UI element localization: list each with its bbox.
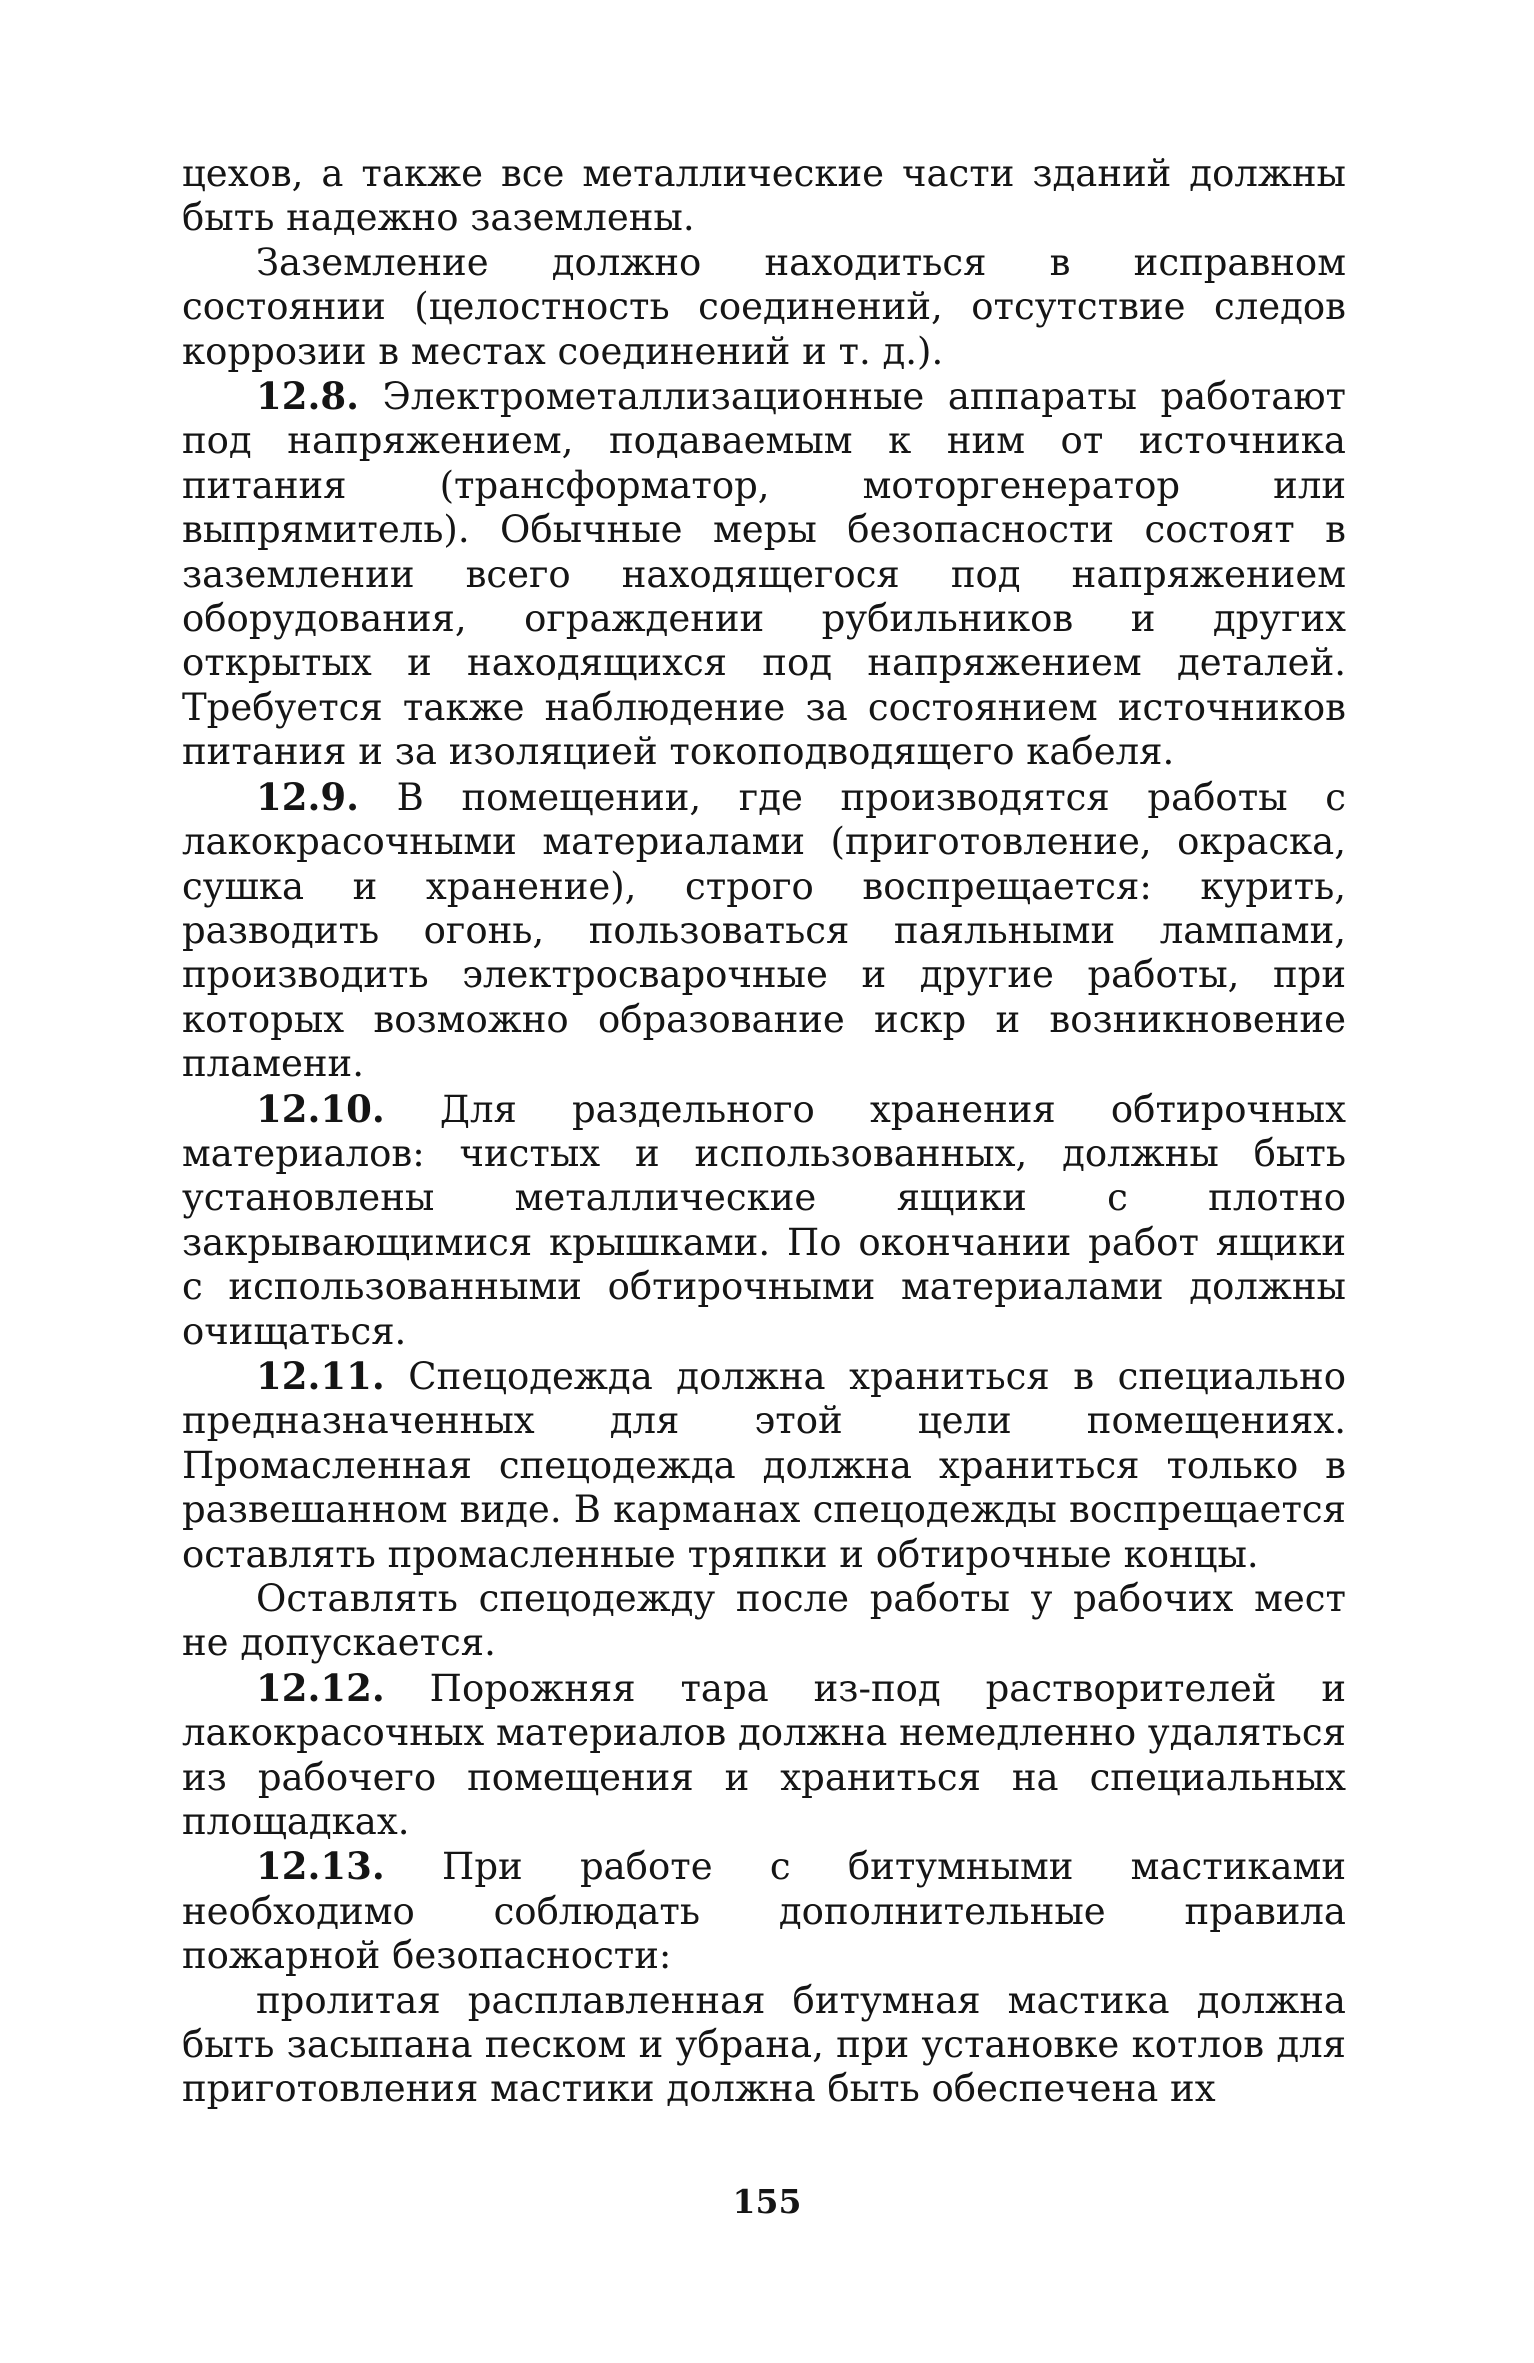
body-text [182, 152, 1346, 2112]
section-number: 12.8. [256, 374, 359, 419]
paragraph-text: Для раздельного хранения обтирочных материалов: чистых и использованных, должны быть установлены металлические ящики с плотно закрывающимися крышками. По окончании работ ящики с использованными обтирочными материалами должны очищаться. [182, 1087, 1346, 1353]
section-number: 12.12. [256, 1665, 385, 1710]
paragraph-workwear [182, 1577, 1346, 1666]
paragraph-text: Заземление должно находиться в исправном состоянии (целостность соединений, отсутствие следов коррозии в местах соединений и т. д.). [182, 240, 1346, 373]
paragraph-12-8 [182, 374, 1346, 775]
paragraph-bitumen [182, 1979, 1346, 2112]
paragraph-text: Спецодежда должна храниться в специально предназначенных для этой цели помещениях. Промасленная спецодежда должна храниться только в развешанном виде. В карманах спецодежды воспрещается оставлять промасленные тряпки и обтирочные концы. [182, 1354, 1346, 1576]
paragraph-12-13 [182, 1844, 1346, 1978]
paragraph-text: цехов, а также все металлические части зданий должны быть надежно заземлены. [182, 152, 1346, 240]
paragraph-text: При работе с битумными мастиками необходимо соблюдать дополнительные правила пожарной безопасности: [182, 1845, 1346, 1978]
paragraph-continuation [182, 152, 1346, 241]
page-number: 155 [732, 2182, 802, 2221]
paragraph-text: пролитая расплавленная битумная мастика должна быть засыпана песком и убрана, при установке котлов для приготовления мастики должна быть обеспечена их [182, 1978, 1346, 2111]
section-number: 12.10. [256, 1086, 385, 1131]
paragraph-text: В помещении, где производятся работы с лакокрасочными материалами (приготовление, окраска, сушка и хранение), строго воспрещается: курить, разводить огонь, пользоваться паяльными лампами, производить электросварочные и другие работы, при которых возможно образование искр и возникновение пламени. [182, 775, 1346, 1086]
paragraph-12-11 [182, 1354, 1346, 1577]
paragraph-text: Порожняя тара из-под растворителей и лакокрасочных материалов должна немедленно удаляться из рабочего помещения и храниться на специальных площадках. [182, 1666, 1347, 1844]
section-number: 12.11. [256, 1353, 385, 1398]
paragraph-12-12 [182, 1666, 1346, 1845]
paragraph-12-10 [182, 1087, 1346, 1354]
section-number: 12.13. [256, 1844, 385, 1889]
section-number: 12.9. [256, 774, 359, 819]
paragraph-text: Электрометаллизационные аппараты работают под напряжением, подаваемым к ним от источника питания (трансформатор, моторгенератор или выпрямитель). Обычные меры безопасности состоят в заземлении всего находящегося под напряжением оборудования, ограждении рубильников и других открытых и находящихся под напряжением деталей. Требуется также наблюдение за состоянием источников питания и за изоляцией токоподводящего кабеля. [182, 375, 1347, 774]
paragraph-12-9 [182, 775, 1346, 1087]
paragraph-text: Оставлять спецодежду после работы у рабочих мест не допускается. [182, 1577, 1346, 1665]
paragraph-grounding [182, 241, 1346, 374]
